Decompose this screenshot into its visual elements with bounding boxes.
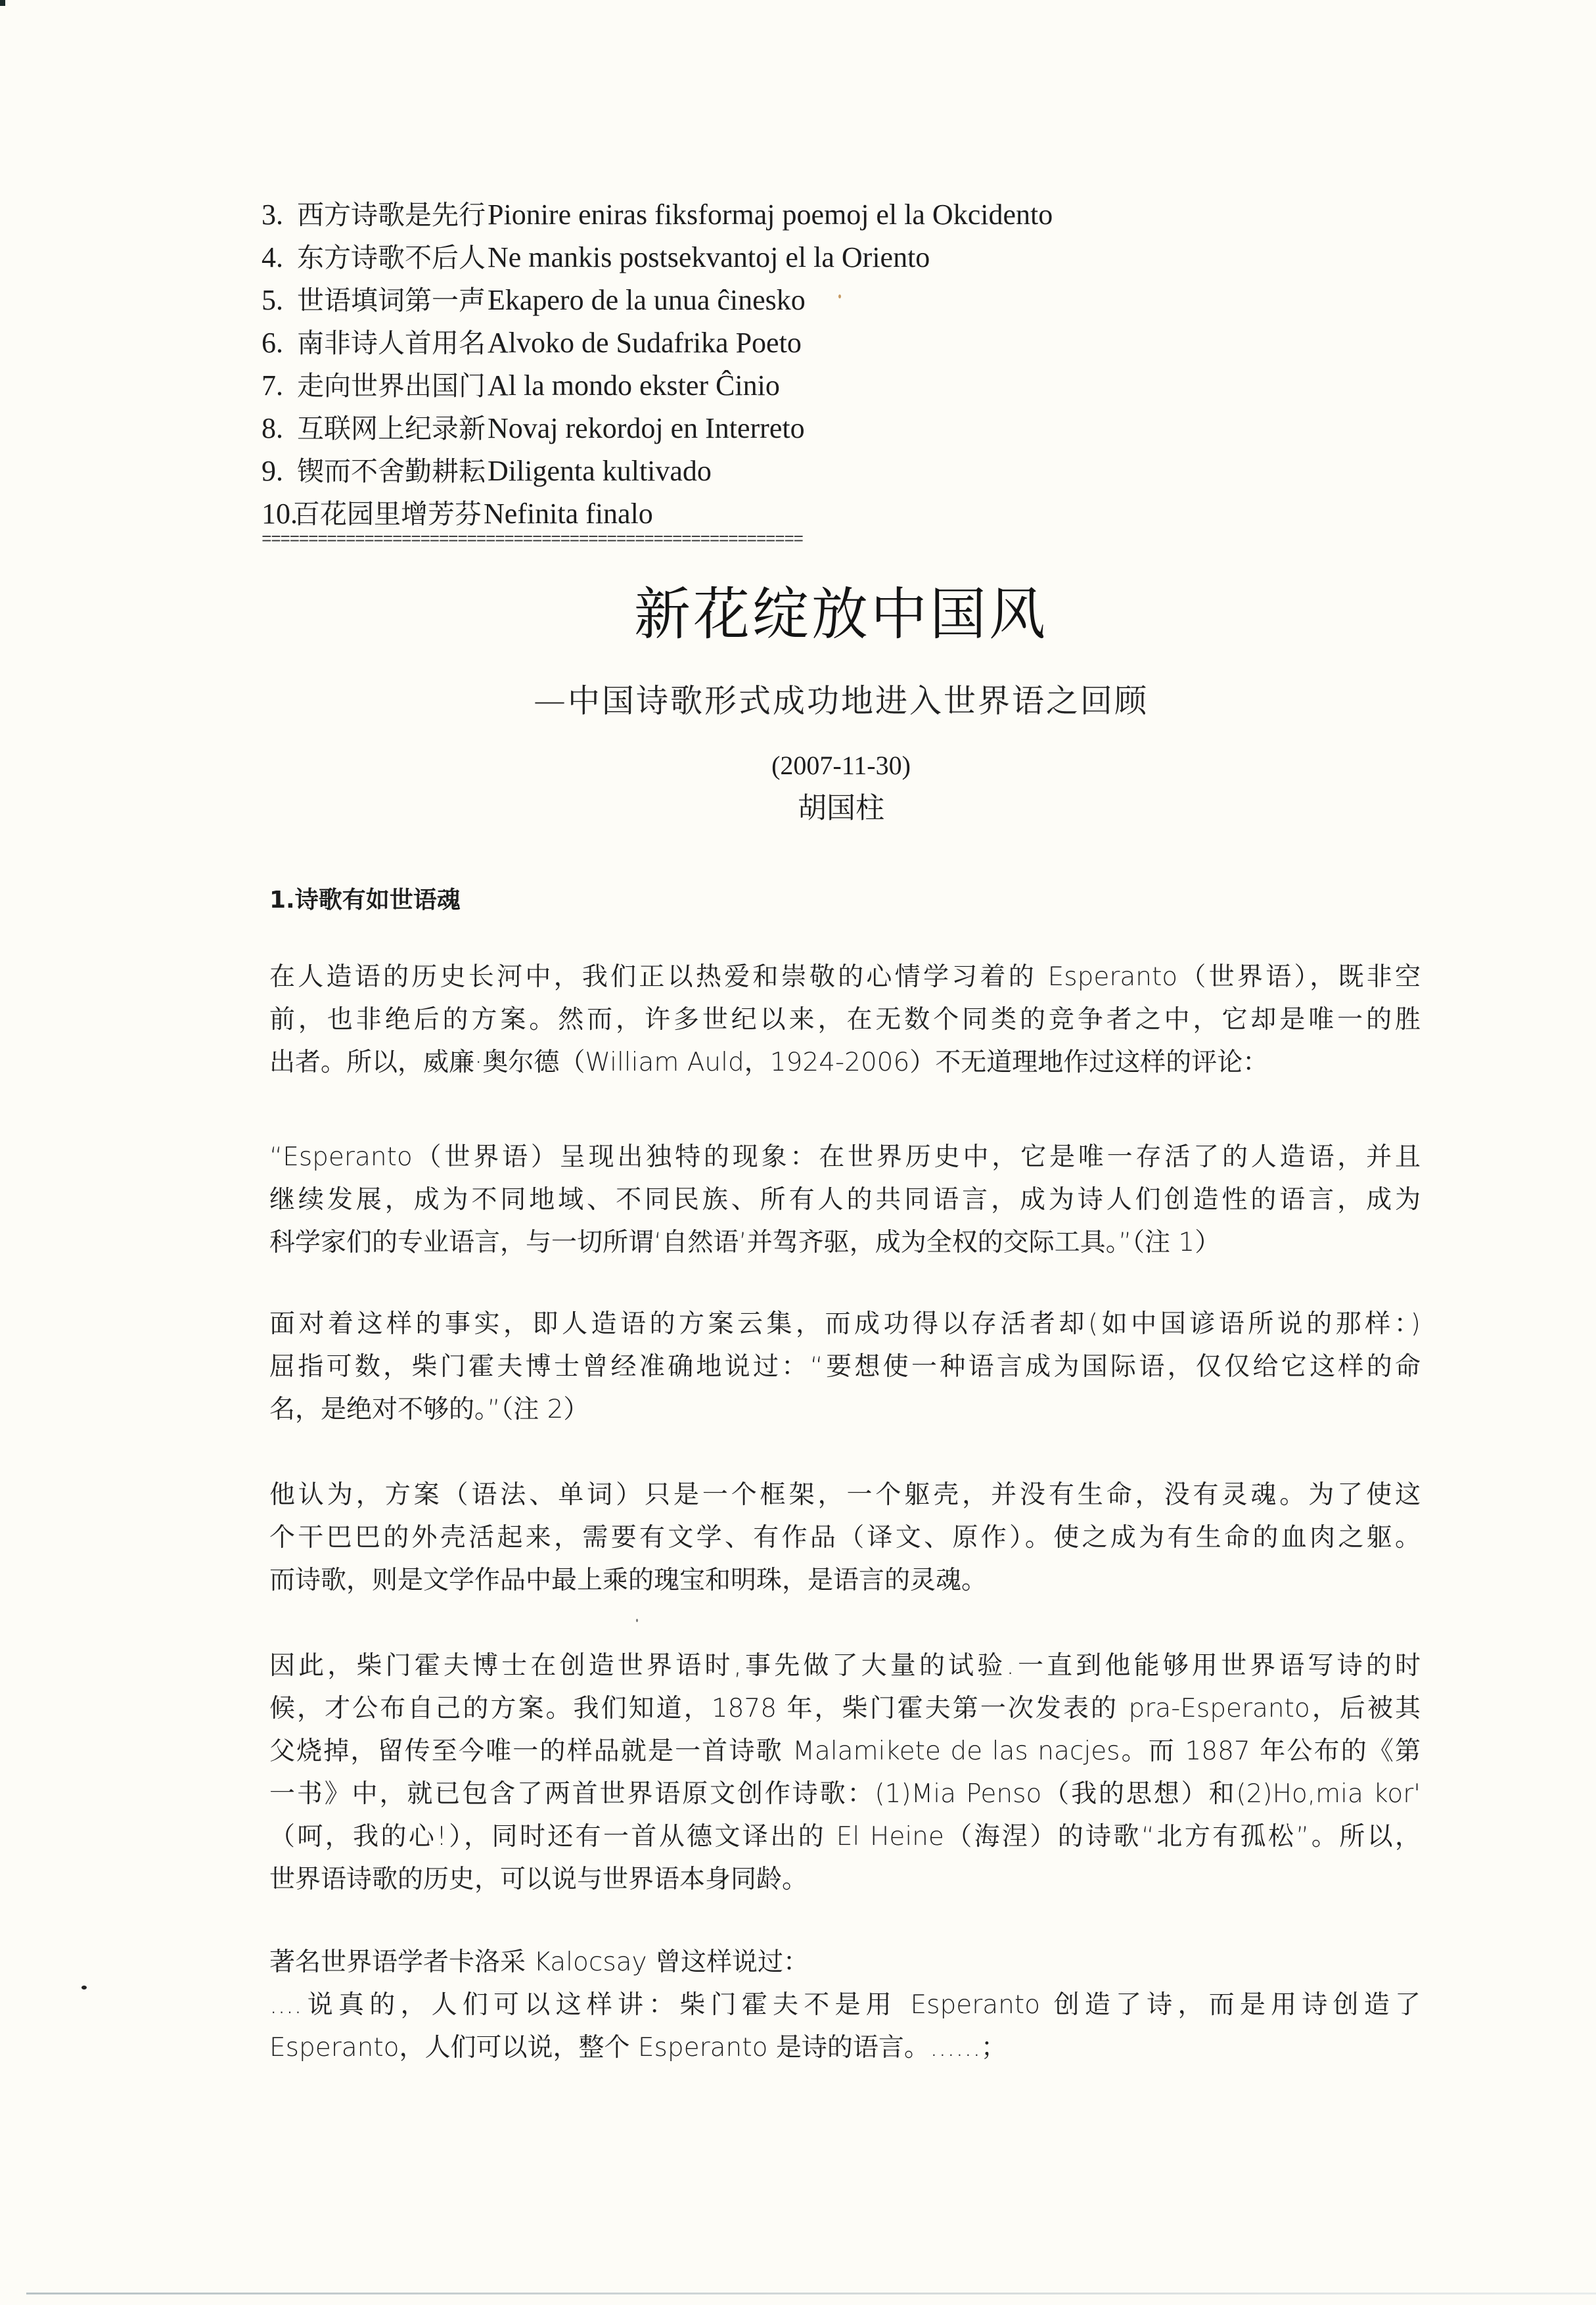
list-item-esperanto: Diligenta kultivado bbox=[488, 455, 712, 487]
article-subtitle: —中国诗歌形式成功地进入世界语之回顾 bbox=[533, 682, 1149, 720]
list-item-chinese: 世语填词第一声 bbox=[297, 285, 486, 316]
list-item bbox=[262, 321, 1053, 364]
scan-speck bbox=[636, 1619, 638, 1622]
list-item-esperanto: Al la mondo ekster Ĉinio bbox=[488, 369, 780, 402]
list-item-number: 7. bbox=[262, 369, 283, 402]
scan-page-edge bbox=[26, 2293, 1596, 2294]
scan-corner-mark bbox=[0, 0, 5, 6]
list-item bbox=[262, 450, 1053, 492]
list-item bbox=[262, 364, 1053, 407]
article-author: 胡国柱 bbox=[798, 791, 884, 825]
paragraph-line: 名，是绝对不够的。”（注 2） bbox=[269, 1395, 589, 1424]
list-item-number: 4. bbox=[262, 241, 283, 273]
list-item bbox=[262, 279, 1053, 321]
paragraph-line: 在人造语的历史长河中，我们正以热爱和崇敬的心情学习着的 Esperanto（世界语），既非空 bbox=[269, 962, 1421, 992]
paragraph bbox=[269, 1644, 1421, 1901]
paragraph bbox=[269, 1303, 1421, 1431]
paragraph-line: 著名世界语学者卡洛采 Kalocsay 曾这样说过： bbox=[269, 1947, 809, 1977]
list-item-chinese: 西方诗歌是先行 bbox=[297, 199, 486, 231]
paragraph bbox=[269, 1474, 1421, 1602]
list-item-number: 3. bbox=[262, 198, 283, 231]
paragraph-line: 继续发展，成为不同地域、不同民族、所有人的共同语言，成为诗人们创造性的语言，成为 bbox=[269, 1185, 1421, 1215]
list-item-number: 8. bbox=[262, 412, 283, 444]
section-separator: ========================================================== bbox=[262, 531, 803, 548]
list-item bbox=[262, 236, 1053, 279]
paragraph-line: 面对着这样的事实，即人造语的方案云集，而成功得以存活者却(如中国谚语所说的那样：) bbox=[269, 1309, 1421, 1339]
chapter-list bbox=[262, 193, 1053, 535]
paragraph-line: 世界语诗歌的历史，可以说与世界语本身同龄。 bbox=[269, 1865, 808, 1894]
paragraph bbox=[269, 956, 1421, 1084]
list-item bbox=[262, 193, 1053, 236]
paragraph-line: Esperanto，人们可以说，整个 Esperanto 是诗的语言。……； bbox=[269, 2033, 1007, 2062]
list-item-esperanto: Alvoko de Sudafrika Poeto bbox=[488, 327, 802, 359]
paragraph-line: “Esperanto（世界语）呈现出独特的现象：在世界历史中，它是唯一存活了的人造语，并且 bbox=[269, 1142, 1421, 1172]
paragraph-line: 前，也非绝后的方案。然而，许多世纪以来，在无数个同类的竞争者之中，它却是唯一的胜 bbox=[269, 1005, 1421, 1035]
paragraph-line: 出者。所以，威廉·奥尔德（William Auld，1924-2006）不无道理地作过这样的评论： bbox=[269, 1048, 1269, 1077]
list-item-number: 5. bbox=[262, 284, 283, 316]
list-item-chinese: 互联网上纪录新 bbox=[297, 413, 486, 444]
list-item-number: 9. bbox=[262, 455, 283, 487]
list-item bbox=[262, 407, 1053, 450]
section-heading: 1.诗歌有如世语魂 bbox=[269, 887, 461, 914]
list-item-chinese: 百花园里增芳芬 bbox=[293, 498, 482, 530]
list-item-esperanto: Nefinita finalo bbox=[484, 498, 653, 530]
list-item-esperanto: Ne mankis postsekvantoj el la Oriento bbox=[488, 241, 930, 273]
list-item-chinese: 东方诗歌不后人 bbox=[297, 242, 486, 273]
list-item-esperanto: Novaj rekordoj en Interreto bbox=[488, 412, 805, 444]
paragraph bbox=[269, 1941, 1421, 2069]
list-item-esperanto: Pionire eniras fiksformaj poemoj el la Okcidento bbox=[488, 198, 1053, 231]
paragraph-line: 科学家们的专业语言，与一切所谓‘自然语’并驾齐驱，成为全权的交际工具。”（注 1） bbox=[269, 1228, 1221, 1257]
paragraph-line: 他认为，方案（语法、单词）只是一个框架，一个躯壳，并没有生命，没有灵魂。为了使这 bbox=[269, 1480, 1421, 1510]
list-item-number: 6. bbox=[262, 327, 283, 359]
paragraph-line: 父烧掉，留传至今唯一的样品就是一首诗歌 Malamikete de las nacjes。而 1887 年公布的《第 bbox=[269, 1736, 1421, 1766]
quote-paragraph bbox=[269, 1136, 1421, 1264]
article-title: 新花绽放中国风 bbox=[634, 582, 1048, 647]
list-item bbox=[262, 492, 1053, 535]
list-item-chinese: 南非诗人首用名 bbox=[297, 327, 486, 359]
paragraph-line: 一书》中，就已包含了两首世界语原文创作诗歌：(1)Mia Penso（我的思想）和(2)Ho,mia kor' bbox=[269, 1779, 1421, 1809]
paragraph-line: 候，才公布自己的方案。我们知道，1878 年，柴门霍夫第一次发表的 pra-Esperanto，后被其 bbox=[269, 1694, 1421, 1723]
paragraph-line: 个干巴巴的外壳活起来，需要有文学、有作品（译文、原作）。使之成为有生命的血肉之躯。 bbox=[269, 1523, 1421, 1552]
paragraph-line: （呵，我的心!），同时还有一首从德文译出的 El Heine（海涅）的诗歌“北方有孤松”。所以， bbox=[269, 1822, 1421, 1851]
paragraph-line: 屈指可数，柴门霍夫博士曾经准确地说过：“要想使一种语言成为国际语，仅仅给它这样的命 bbox=[269, 1352, 1421, 1382]
article-date: (2007-11-30) bbox=[771, 751, 911, 780]
paragraph-line: ....说真的，人们可以这样讲：柴门霍夫不是用 Esperanto 创造了诗，而是用诗创造了 bbox=[269, 1990, 1421, 2020]
scan-speck bbox=[81, 1986, 87, 1990]
list-item-esperanto: Ekapero de la unua ĉinesko bbox=[488, 284, 806, 316]
paragraph-line: 因此，柴门霍夫博士在创造世界语时,事先做了大量的试验.一直到他能够用世界语写诗的时 bbox=[269, 1651, 1421, 1681]
paragraph-line: 而诗歌，则是文学作品中最上乘的瑰宝和明珠，是语言的灵魂。 bbox=[269, 1566, 988, 1595]
list-item-chinese: 走向世界出国门 bbox=[297, 370, 486, 402]
list-item-chinese: 锲而不舍勤耕耘 bbox=[297, 455, 486, 487]
list-item-number: 10. bbox=[262, 498, 298, 530]
